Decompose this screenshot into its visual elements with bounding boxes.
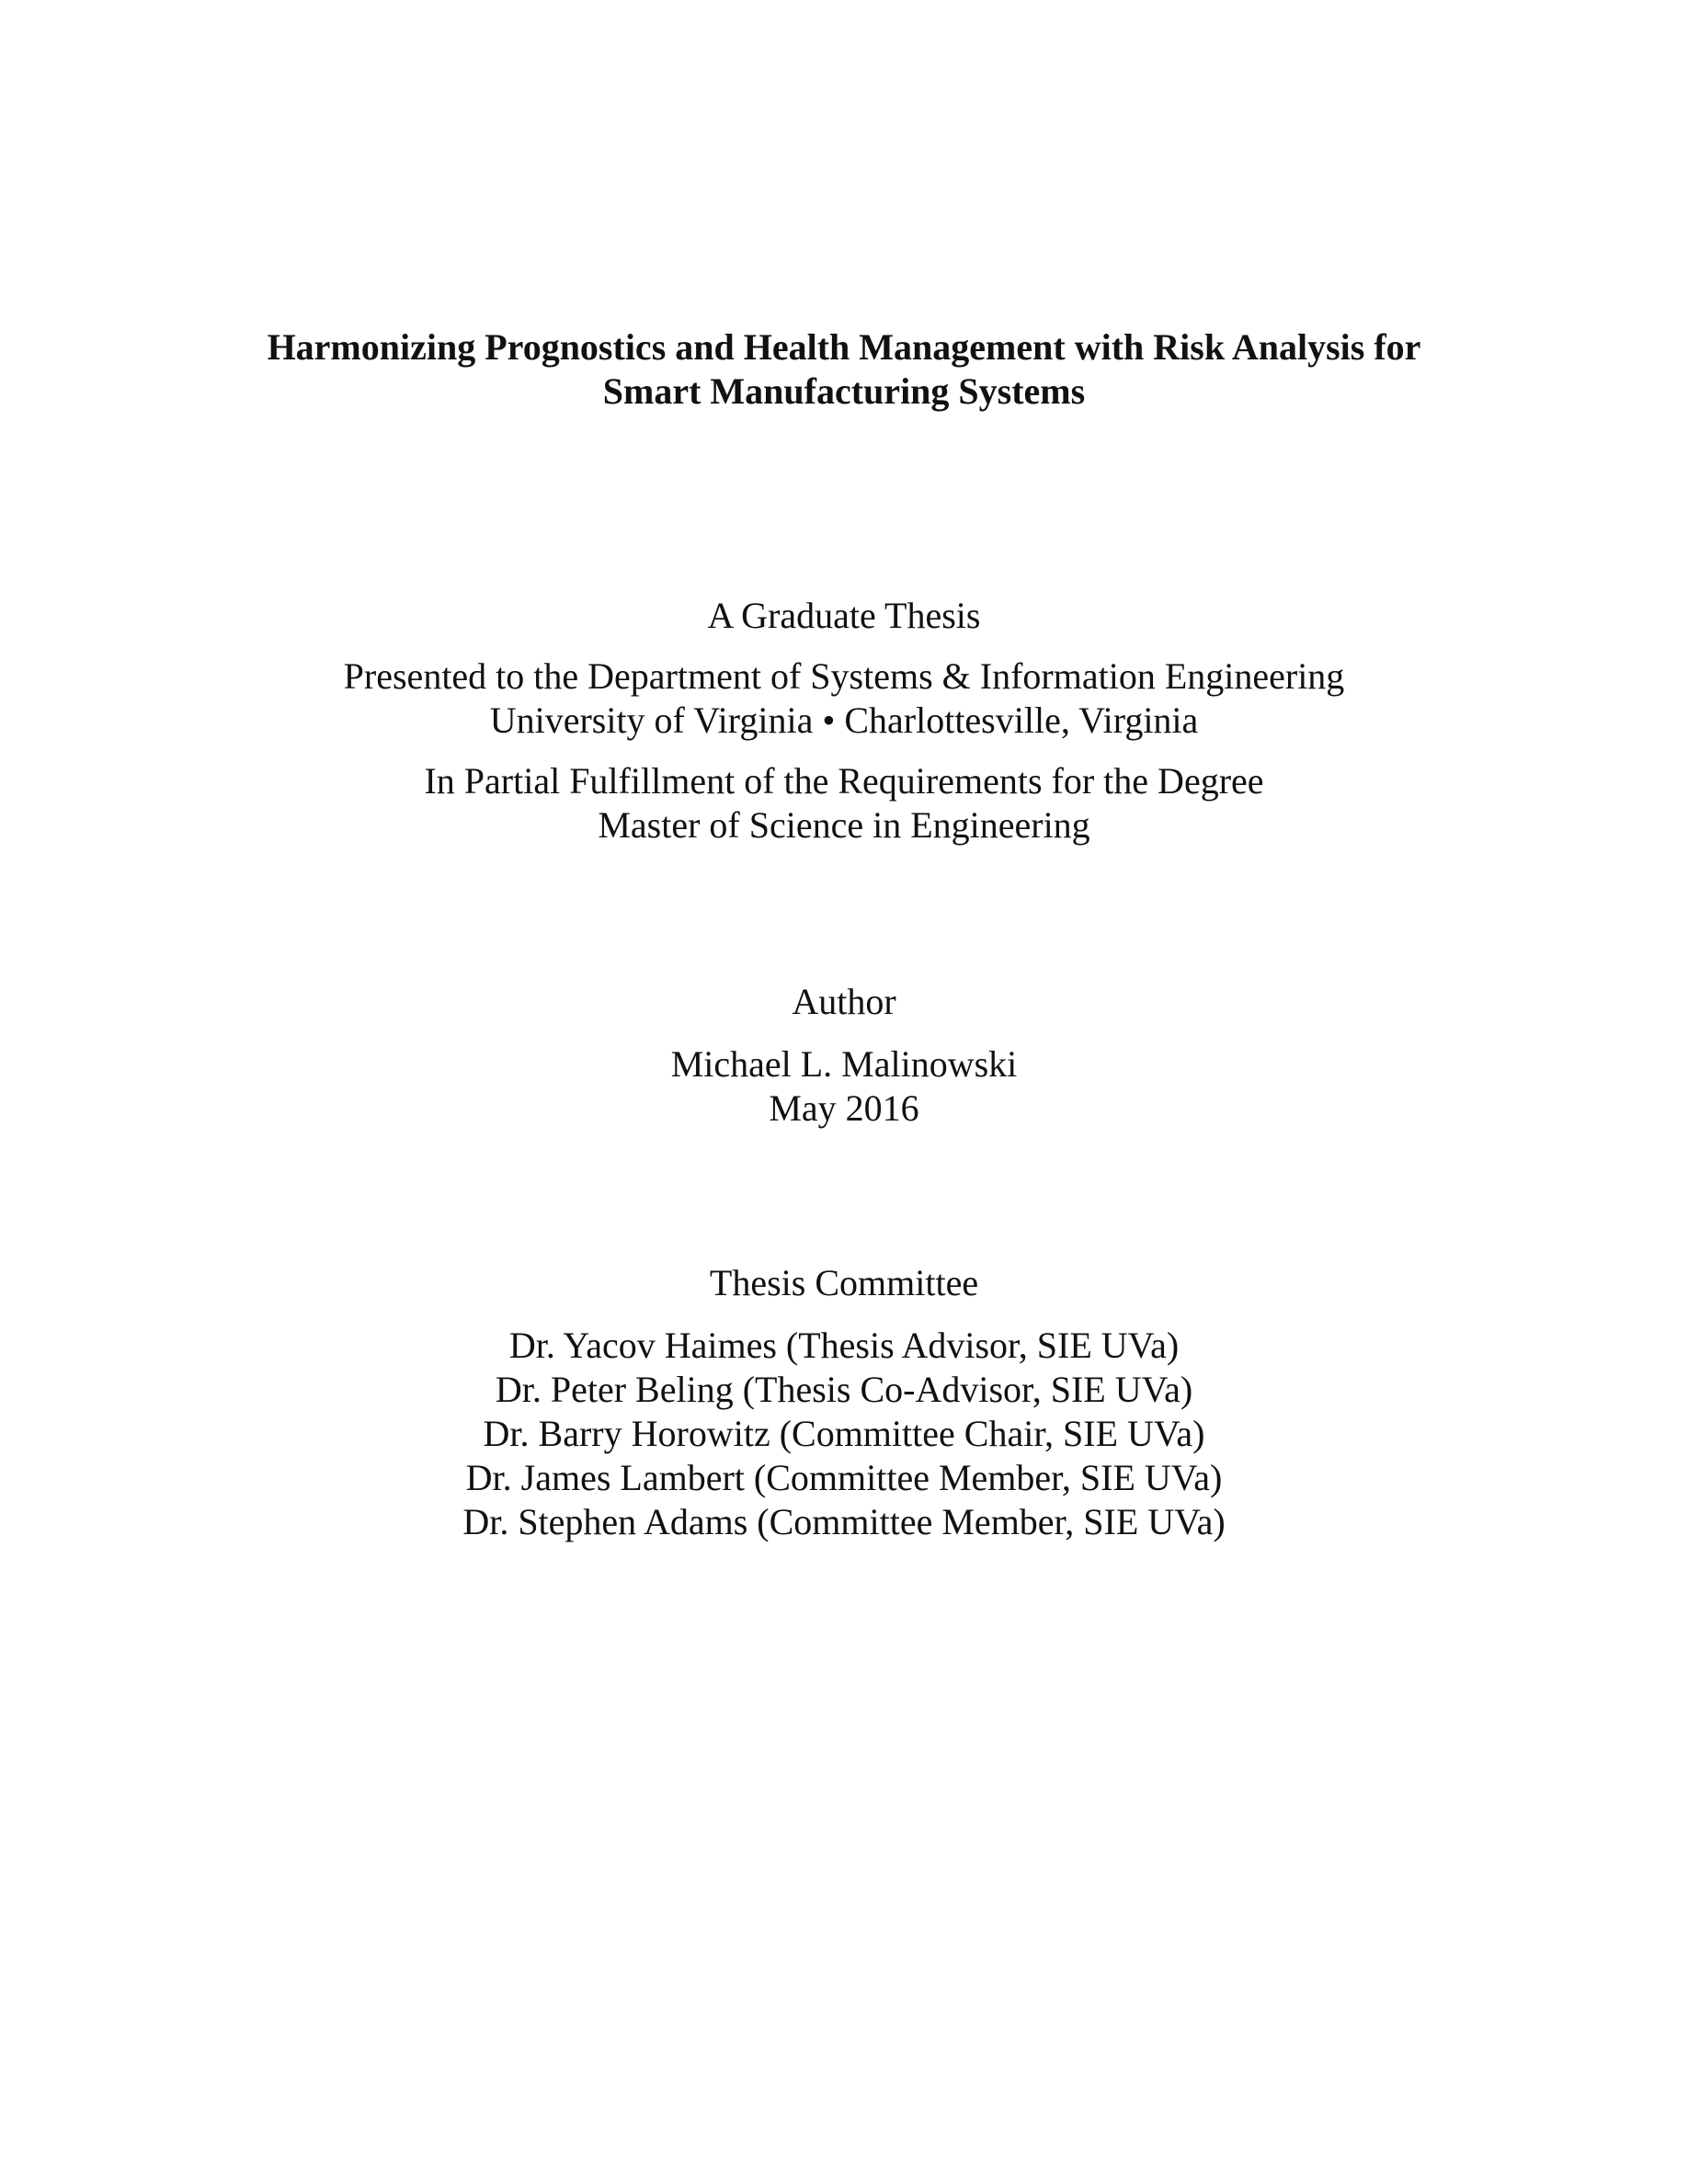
committee-member: Dr. Yacov Haimes (Thesis Advisor, SIE UVa) <box>508 1325 1180 1366</box>
committee-member: Dr. Barry Horowitz (Committee Chair, SIE UVa) <box>483 1413 1205 1454</box>
thesis-description <box>0 594 1688 847</box>
committee-section <box>0 1261 1688 1544</box>
thesis-title <box>0 325 1688 414</box>
author-section <box>0 980 1688 1131</box>
thesis-title-line-1: Harmonizing Prognostics and Health Management with Risk Analysis for <box>267 326 1421 368</box>
committee-member: Dr. James Lambert (Committee Member, SIE UVa) <box>465 1457 1223 1498</box>
degree-name: Master of Science in Engineering <box>598 804 1090 846</box>
institution: University of Virginia • Charlottesville, Virginia <box>489 700 1199 741</box>
committee-heading: Thesis Committee <box>709 1262 979 1303</box>
author-name: Michael L. Malinowski <box>670 1043 1018 1085</box>
author-heading: Author <box>792 981 896 1022</box>
submission-date: May 2016 <box>769 1087 919 1129</box>
fulfillment-statement: In Partial Fulfillment of the Requirements for the Degree <box>424 760 1264 802</box>
presented-to: Presented to the Department of Systems & Information Engineering <box>343 655 1345 697</box>
committee-member: Dr. Stephen Adams (Committee Member, SIE UVa) <box>462 1501 1226 1542</box>
thesis-title-line-2: Smart Manufacturing Systems <box>602 370 1086 412</box>
thesis-kind: A Graduate Thesis <box>707 595 981 636</box>
committee-member: Dr. Peter Beling (Thesis Co-Advisor, SIE UVa) <box>495 1369 1193 1410</box>
